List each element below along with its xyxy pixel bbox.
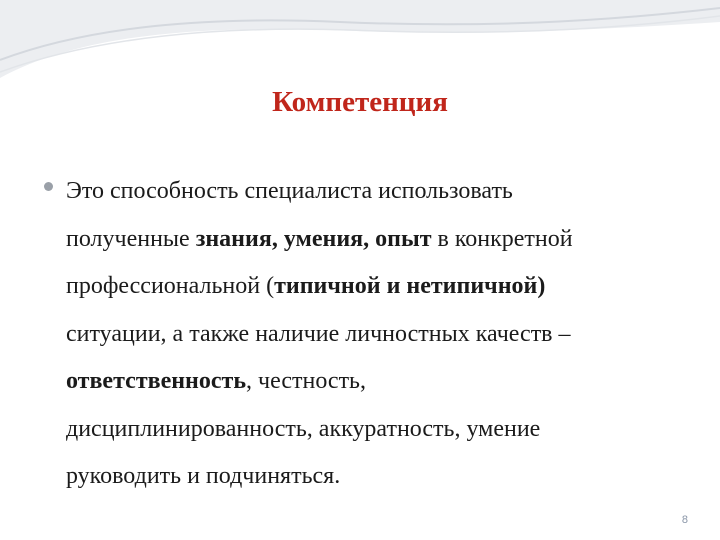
text-run: ситуации, а также наличие личностных качеств –: [66, 320, 571, 347]
page-number: 8: [681, 514, 688, 526]
bold-run: типичной и нетипичной): [274, 273, 546, 299]
text-line: [66, 453, 684, 501]
text-line: [66, 263, 684, 311]
bullet-text: [66, 168, 684, 501]
text-line: [66, 311, 684, 359]
bullet-dot-icon: [44, 182, 53, 191]
text-line: [66, 216, 684, 264]
text-run: полученные: [66, 225, 196, 252]
bold-run: ответственность: [66, 368, 247, 394]
text-run: в конкретной: [431, 225, 573, 252]
text-line: [66, 406, 684, 454]
bold-run: знания, умения, опыт: [195, 225, 432, 252]
text-run: профессиональной (: [66, 273, 275, 299]
bullet-block: [44, 168, 684, 501]
text-line: [66, 358, 684, 406]
text-run: Это способность специалиста использовать: [66, 178, 513, 204]
text-run: дисциплинированность, аккуратность, умение: [66, 415, 541, 442]
text-run: , честность,: [246, 368, 367, 394]
text-run: руководить и подчиняться.: [66, 463, 341, 489]
slide-title: Компетенция: [272, 86, 448, 118]
header-swoosh-decoration: [0, 0, 720, 90]
text-line: [66, 168, 684, 216]
